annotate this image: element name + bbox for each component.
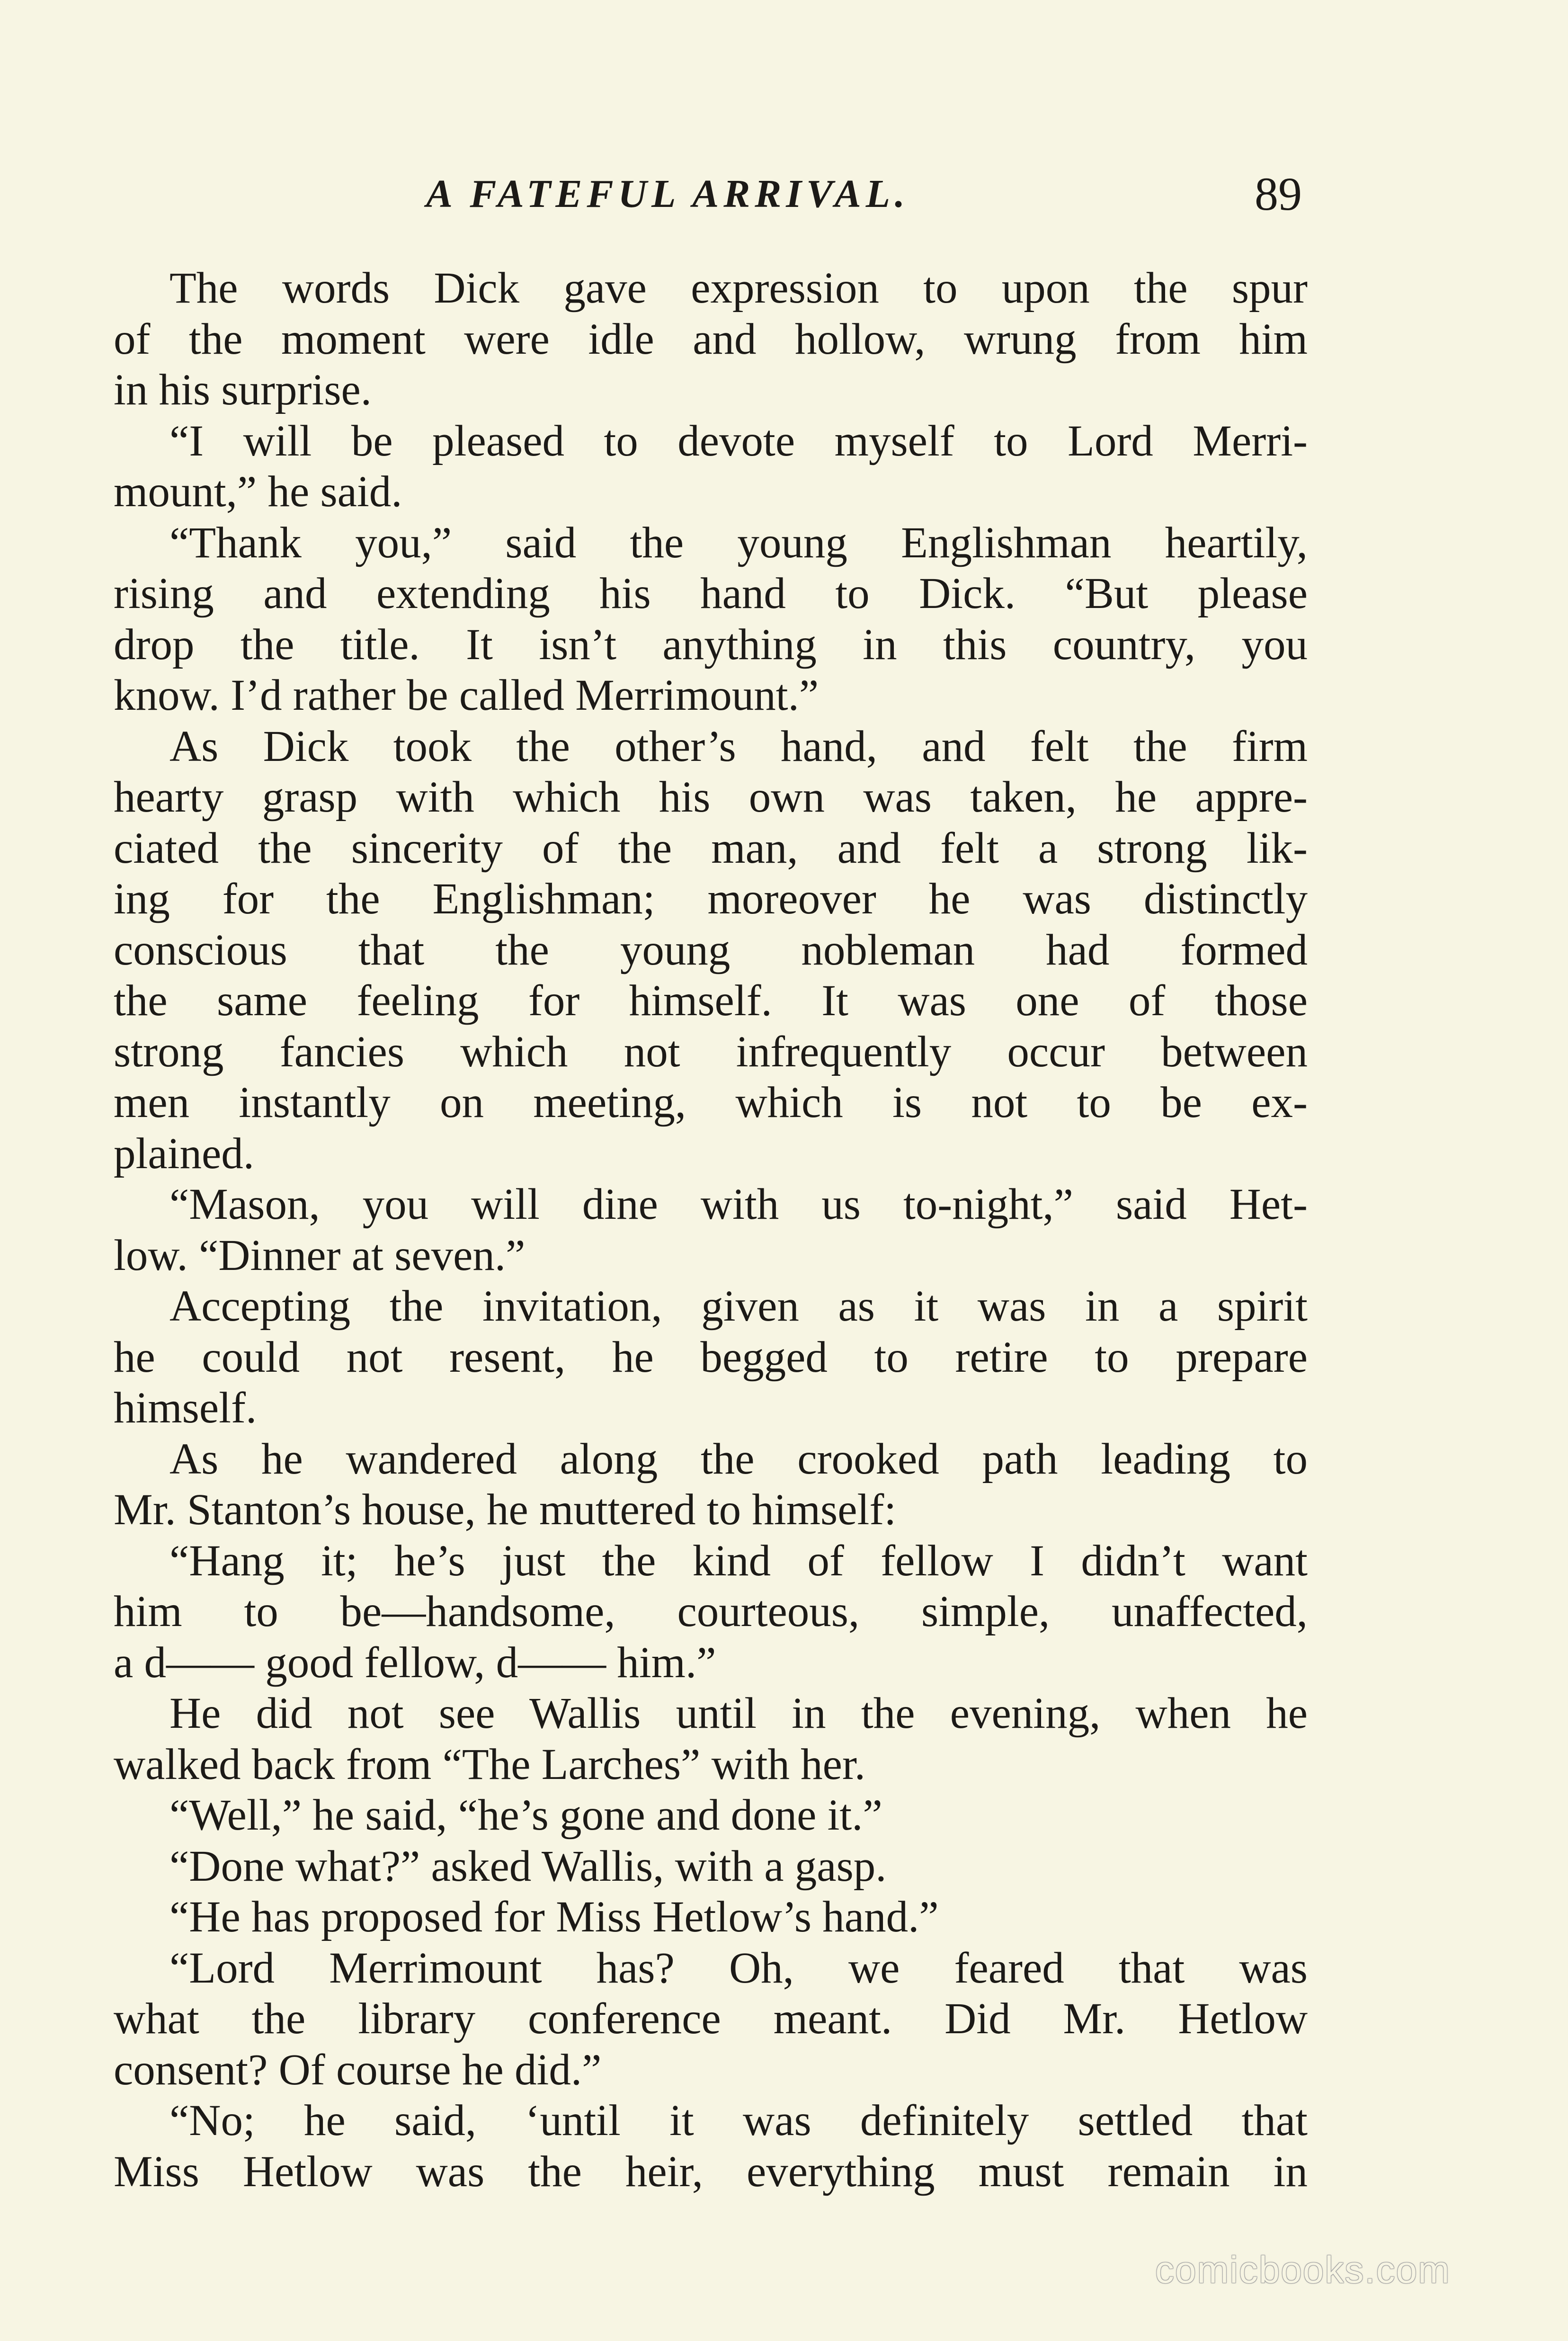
text-line: conscious that the young nobleman had formed [114,925,1308,974]
text-line: He did not see Wallis until in the evening, when he [169,1689,1308,1738]
text-line: ciated the sincerity of the man, and felt a strong lik- [114,823,1308,873]
watermark-logo: comicbooks.com [1155,2249,1451,2291]
text-line: himself. [114,1384,257,1432]
text-line: “Done what?” asked Wallis, with a gasp. [169,1841,887,1891]
text-line: The words Dick gave expression to upon the spur [169,264,1308,313]
text-line: “He has proposed for Miss Hetlow’s hand.” [169,1893,939,1941]
text-line: “Thank you,” said the young Englishman heartily, [169,518,1308,567]
text-line: ing for the Englishman; moreover he was distinctly [114,875,1308,923]
text-line: men instantly on meeting, which is not to be ex- [114,1078,1308,1127]
body-text [114,263,1308,2197]
text-line: “Hang it; he’s just the kind of fellow I didn’t want [169,1536,1308,1585]
text-line: of the moment were idle and hollow, wrung from him [114,314,1308,364]
text-line: Mr. Stanton’s house, he muttered to himself: [114,1485,897,1534]
text-line: the same feeling for himself. It was one of those [114,976,1308,1025]
text-line: low. “Dinner at seven.” [114,1231,526,1280]
text-line: walked back from “The Larches” with her. [114,1740,866,1789]
running-head-title: A FATEFUL ARRIVAL. [426,172,910,216]
text-line: hearty grasp with which his own was taken, he appre- [114,773,1308,822]
text-line: in his surprise. [114,366,372,414]
text-line: As he wandered along the crooked path leading to [169,1434,1308,1483]
text-line: mount,” he said. [114,467,402,516]
text-line: “No; he said, ‘until it was definitely settled that [169,2096,1308,2145]
text-line: consent? Of course he did.” [114,2045,602,2094]
text-line: what the library conference meant. Did Mr. Hetlow [114,1994,1308,2043]
text-line: strong fancies which not infrequently occur between [114,1027,1308,1076]
text-line: “Lord Merrimount has? Oh, we feared that was [169,1943,1308,1993]
running-head [0,161,1568,227]
text-line: he could not resent, he begged to retire to prepare [114,1332,1308,1382]
text-line: “Well,” he said, “he’s gone and done it.” [169,1791,882,1840]
text-line: a d—— good fellow, d—— him.” [114,1638,716,1687]
page-number: 89 [1255,168,1302,220]
text-line: rising and extending his hand to Dick. “But please [114,569,1308,618]
text-line: As Dick took the other’s hand, and felt the firm [169,722,1308,771]
text-line: drop the title. It isn’t anything in this country, you [114,620,1308,669]
text-line: Accepting the invitation, given as it was in a spirit [169,1282,1308,1331]
text-line: plained. [114,1129,254,1178]
text-line: him to be—handsome, courteous, simple, unaffected, [114,1587,1308,1636]
text-line: Miss Hetlow was the heir, everything must remain in [114,2147,1308,2196]
text-line: “I will be pleased to devote myself to Lord Merri- [169,416,1308,465]
text-line: know. I’d rather be called Merrimount.” [114,671,819,720]
text-line: “Mason, you will dine with us to-night,” said Het- [169,1180,1308,1229]
